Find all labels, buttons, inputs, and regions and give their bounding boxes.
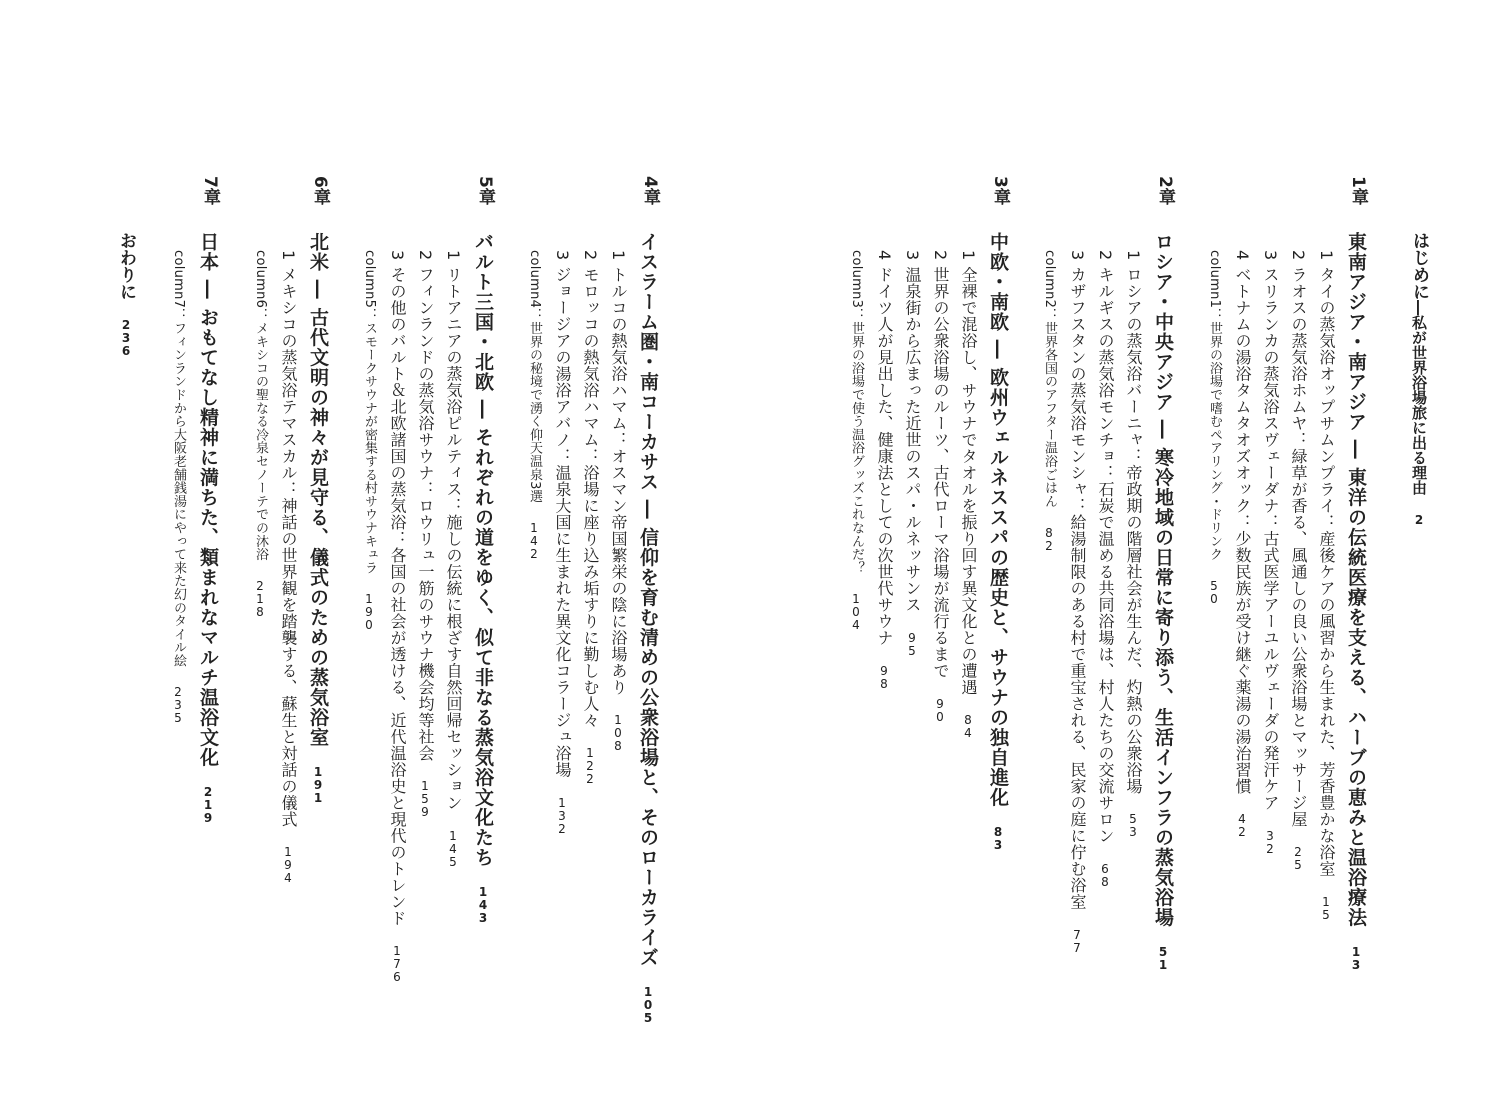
chapter-title: 日本 ― おもてなし精神に満ちた、類まれなマルチ温浴文化219 xyxy=(197,232,219,825)
section-entry: 1 メキシコの蒸気浴テマスカル：神話の世界観を踏襲する、蘇生と対話の儀式194 xyxy=(279,250,298,885)
section-entry: 1 タイの蒸気浴オップサムンプライ：産後ケアの風習から生まれた、芳香豊かな浴室15 xyxy=(1317,250,1336,921)
page-number: 235 xyxy=(171,685,185,725)
page-number: 32 xyxy=(1263,828,1277,855)
chapter-label: 5章 xyxy=(475,176,495,205)
section-entry: 2 世界の公衆浴場のルーツ、古代ローマ浴場が流行るまで90 xyxy=(931,250,950,723)
page-number: 191 xyxy=(311,765,325,805)
section-entry: 2 ラオスの蒸気浴ホムヤ：緑草が香る、風通しの良い公衆浴場とマッサージ屋25 xyxy=(1289,250,1308,872)
page-number: 83 xyxy=(991,825,1005,852)
page-number: 53 xyxy=(1126,812,1140,839)
page-number: 143 xyxy=(476,885,490,925)
page-number: 219 xyxy=(201,785,215,825)
chapter-label: 6章 xyxy=(310,176,330,205)
column-entry: column5：スモークサウナが密集する村サウナキュラ190 xyxy=(362,250,377,632)
page-number: 68 xyxy=(1098,861,1112,888)
section-entry: 2 キルギスの蒸気浴モンチョ：石炭で温める共同浴場は、村人たちの交流サロン68 xyxy=(1096,250,1115,888)
section-entry: 3 ジョージアの湯浴アバノ：温泉大国に生まれた異文化コラージュ浴場132 xyxy=(553,250,572,835)
column-entry: column2：世界各国のアフター温浴ごはん82 xyxy=(1042,250,1057,552)
page-number: 190 xyxy=(362,592,376,632)
page-number: 236 xyxy=(119,318,133,357)
page-number: 159 xyxy=(418,779,432,819)
page-number: 82 xyxy=(1042,525,1056,552)
chapter-title: 北米 ― 古代文明の神々が見守る、儀式のための蒸気浴室191 xyxy=(307,232,329,805)
page-number: 15 xyxy=(1319,894,1333,921)
page-number: 98 xyxy=(877,663,891,690)
chapter-title: ロシア・中央アジア ― 寒冷地域の日常に寄り添う、生活インフラの蒸気浴場51 xyxy=(1152,232,1174,972)
chapter-title: バルト三国・北欧 ― それぞれの道をゆく、似て非なる蒸気浴文化たち143 xyxy=(472,232,494,925)
page-number: 194 xyxy=(281,845,295,885)
page-number: 218 xyxy=(253,578,267,618)
section-entry: 2 モロッコの熱気浴ハマム：浴場に座り込み垢すりに勤しむ人々122 xyxy=(581,250,600,786)
section-entry: 4 ベトナムの湯浴タムタオズオック：少数民族が受け継ぐ薬湯の湯治習慣42 xyxy=(1233,250,1252,839)
page-number: 122 xyxy=(583,746,597,786)
outro-entry xyxy=(117,232,134,357)
section-entry: 2 フィンランドの蒸気浴サウナ：ロウリュ一筋のサウナ機会均等社会159 xyxy=(416,250,435,819)
section-entry: 1 トルコの熱気浴ハマム：オスマン帝国繁栄の陰に浴場あり108 xyxy=(609,250,628,753)
outro-label: おわりに xyxy=(116,232,136,300)
column-entry: column1：世界の浴場で嗜むペアリング・ドリンク50 xyxy=(1207,250,1222,605)
section-entry: 4 ドイツ人が見出した、健康法としての次世代サウナ98 xyxy=(875,250,894,690)
page-number: 176 xyxy=(390,944,404,984)
chapter-label: 7章 xyxy=(200,176,220,205)
section-entry: 1 ロシアの蒸気浴バーニャ：帝政期の階層社会が生んだ、灼熱の公衆浴場53 xyxy=(1124,250,1143,839)
intro-subtitle: ―私が世界浴場旅に出る理由 xyxy=(1410,300,1428,495)
chapter-label: 3章 xyxy=(990,176,1010,205)
section-entry: 1 リトアニアの蒸気浴ピルティス：施しの伝統に根ざす自然回帰セッション145 xyxy=(444,250,463,868)
column-entry: column4：世界の秘境で湧く仰天温泉3選142 xyxy=(527,250,542,560)
page-number: 104 xyxy=(849,592,863,632)
intro-label: はじめに xyxy=(1409,232,1429,300)
section-entry: 3 その他のバルト＆北欧諸国の蒸気浴：各国の社会が透ける、近代温浴史と現代のトレンド176 xyxy=(388,250,407,984)
page-number: 51 xyxy=(1156,945,1170,972)
section-entry: 3 カザフスタンの蒸気浴モンシャ：給湯制限のある村で重宝される、民家の庭に佇む浴室77 xyxy=(1068,250,1087,954)
page-number: 132 xyxy=(555,795,569,835)
page-number: 108 xyxy=(611,713,625,753)
section-entry: 3 温泉街から広まった近世のスパ・ルネッサンス95 xyxy=(903,250,922,657)
page-number: 13 xyxy=(1349,945,1363,972)
page-number: 84 xyxy=(961,713,975,740)
page-number: 142 xyxy=(527,521,541,560)
chapter-title: 中欧・南欧 ― 欧州ウェルネススパの歴史と、サウナの独自進化83 xyxy=(987,232,1009,852)
page-number: 145 xyxy=(446,828,460,868)
page-number: 77 xyxy=(1070,927,1084,954)
intro-entry xyxy=(1410,232,1427,526)
chapter-title: イスラーム圏・南コーカサス ― 信仰を育む清めの公衆浴場と、そのローカライズ105 xyxy=(637,232,659,1025)
page-number: 105 xyxy=(641,985,655,1025)
page-number: 90 xyxy=(933,696,947,723)
page-number: 95 xyxy=(905,630,919,657)
chapter-label: 4章 xyxy=(640,176,660,205)
page-number: 42 xyxy=(1235,812,1249,839)
column-entry: column7：フィンランドから大阪老舗銭湯にやって来た幻のタイル絵235 xyxy=(171,250,186,725)
column-entry: column6：メキシコの聖なる冷泉セノーテでの沐浴218 xyxy=(253,250,268,618)
section-entry: 1 全裸で混浴し、サウナでタオルを振り回す異文化との遭遇84 xyxy=(959,250,978,740)
chapter-label: 2章 xyxy=(1155,176,1175,205)
column-entry: column3：世界の浴場で使う温浴グッズこれなんだ？104 xyxy=(849,250,864,632)
chapter-title: 東南アジア・南アジア ― 東洋の伝統医療を支える、ハーブの恵みと温浴療法13 xyxy=(1345,232,1367,972)
chapter-label: 1章 xyxy=(1348,176,1368,205)
page-number: 50 xyxy=(1207,578,1221,605)
section-entry: 3 スリランカの蒸気浴スヴェーダナ：古式医学アーユルヴェーダの発汗ケア32 xyxy=(1261,250,1280,855)
page-number: 2 xyxy=(1412,513,1426,526)
page-number: 25 xyxy=(1291,845,1305,872)
